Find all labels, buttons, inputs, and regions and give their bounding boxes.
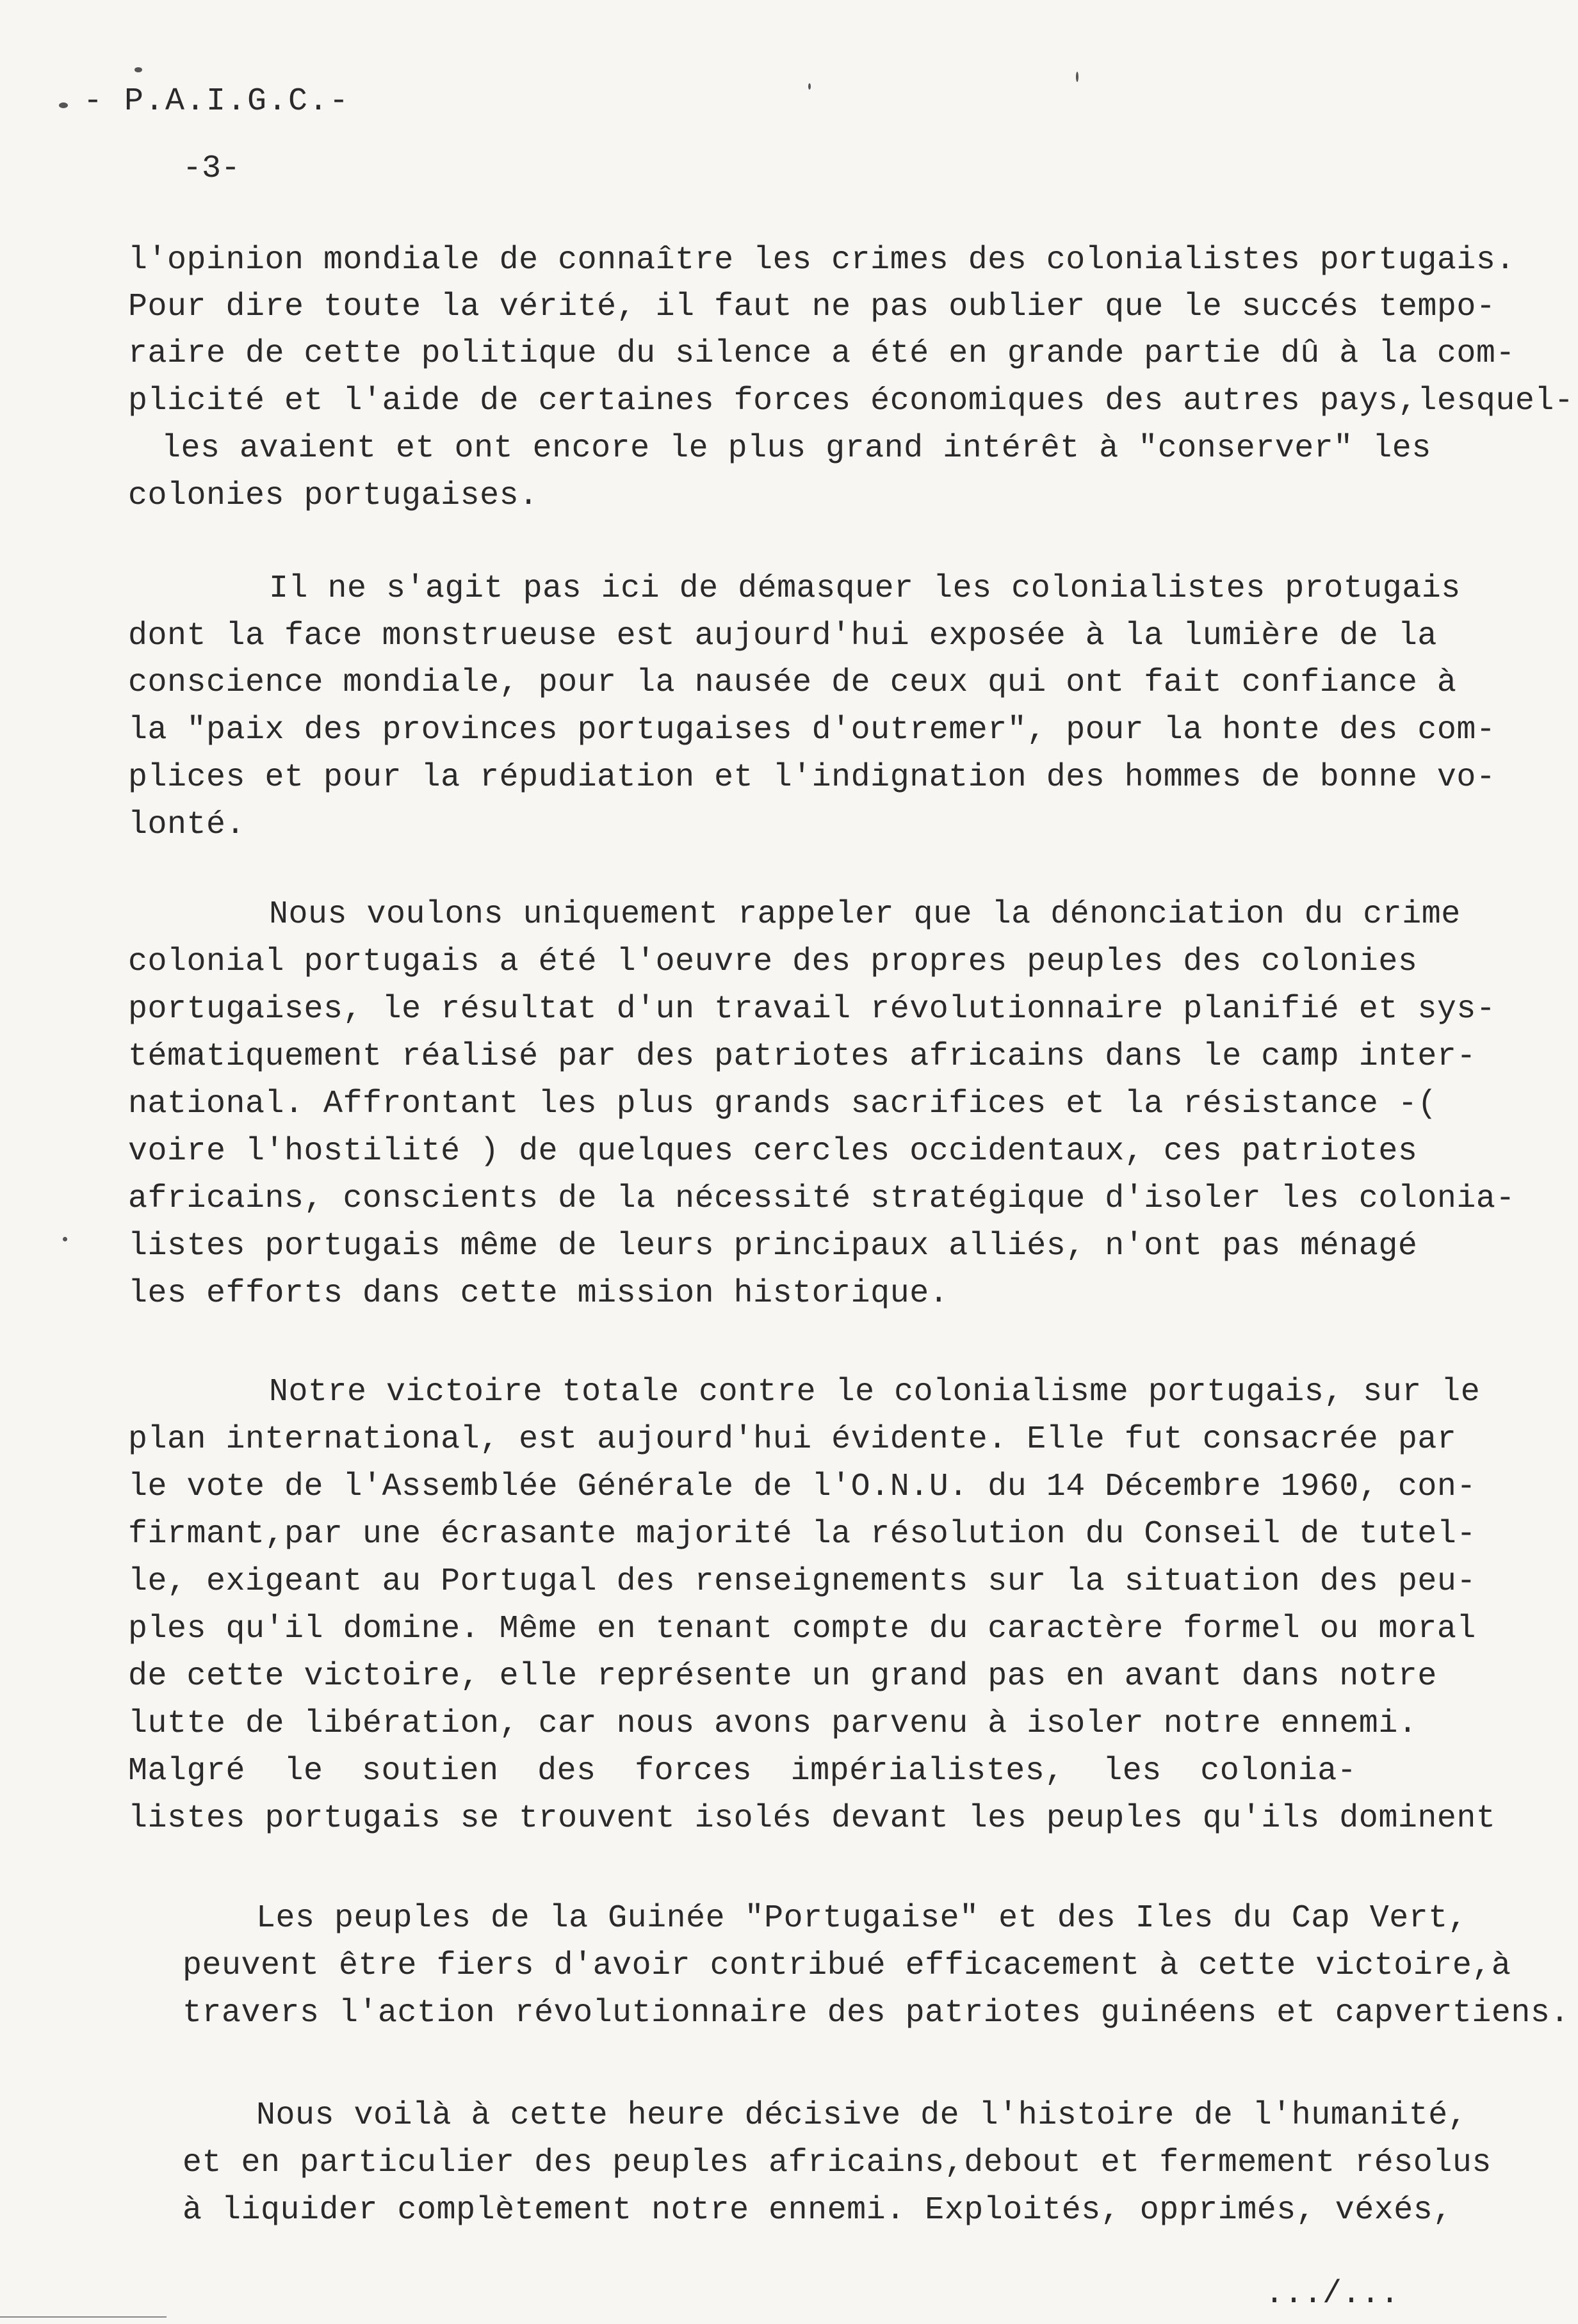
text-line: tématiquement réalisé par des patriotes africains dans le camp inter- xyxy=(128,1038,1476,1075)
text-line: Nous voilà à cette heure décisive de l'histoire de l'humanité, xyxy=(256,2097,1468,2134)
text-line: Pour dire toute la vérité, il faut ne pas oublier que le succés tempo- xyxy=(128,289,1496,325)
text-line: les avaient et ont encore le plus grand intérêt à "conserver" les xyxy=(161,430,1431,467)
text-line: dont la face monstrueuse est aujourd'hui exposée à la lumière de la xyxy=(128,618,1437,654)
text-line: Les peuples de la Guinée "Portugaise" et des Iles du Cap Vert, xyxy=(256,1900,1468,1937)
scan-speck xyxy=(59,102,68,108)
text-line: le, exigeant au Portugal des renseignements sur la situation des peu- xyxy=(128,1563,1476,1600)
text-line: colonial portugais a été l'oeuvre des propres peuples des colonies xyxy=(128,944,1418,980)
page-number: -3- xyxy=(183,150,241,187)
text-line: Notre victoire totale contre le colonialisme portugais, sur le xyxy=(269,1374,1481,1410)
text-line: listes portugais se trouvent isolés devant les peuples qu'ils dominent xyxy=(128,1800,1496,1837)
text-line: plan international, est aujourd'hui évidente. Elle fut consacrée par xyxy=(128,1421,1457,1458)
text-line: l'opinion mondiale de connaître les crimes des colonialistes portugais. xyxy=(128,242,1515,278)
text-line: raire de cette politique du silence a été en grande partie dû à la com- xyxy=(128,335,1515,372)
text-line: firmant,par une écrasante majorité la résolution du Conseil de tutel- xyxy=(128,1516,1476,1553)
scan-speck xyxy=(1076,72,1078,82)
scan-speck xyxy=(808,83,811,90)
text-line: Il ne s'agit pas ici de démasquer les colonialistes protugais xyxy=(269,570,1461,607)
text-line: Malgré le soutien des forces impérialistes, les colonia- xyxy=(128,1753,1357,1789)
scan-speck xyxy=(134,67,142,72)
text-line: et en particulier des peuples africains,debout et fermement résolus xyxy=(183,2145,1492,2181)
text-line: la "paix des provinces portugaises d'outremer", pour la honte des com- xyxy=(128,712,1496,748)
text-line: colonies portugaises. xyxy=(128,478,539,514)
page-continuation-mark: .../... xyxy=(1265,2276,1400,2312)
text-line: les efforts dans cette mission historique. xyxy=(128,1275,949,1312)
text-line: Nous voulons uniquement rappeler que la dénonciation du crime xyxy=(269,896,1461,933)
scan-speck xyxy=(63,1237,67,1241)
text-line: de cette victoire, elle représente un grand pas en avant dans notre xyxy=(128,1658,1437,1695)
organization-header: - P.A.I.G.C.- xyxy=(83,83,350,120)
text-line: lutte de libération, car nous avons parvenu à isoler notre ennemi. xyxy=(128,1706,1418,1742)
text-line: national. Affrontant les plus grands sacrifices et la résistance -( xyxy=(128,1086,1437,1122)
text-line: portugaises, le résultat d'un travail révolutionnaire planifié et sys- xyxy=(128,991,1496,1028)
text-line: plices et pour la répudiation et l'indignation des hommes de bonne vo- xyxy=(128,759,1496,796)
text-line: conscience mondiale, pour la nausée de ceux qui ont fait confiance à xyxy=(128,665,1457,701)
text-line: africains, conscients de la nécessité stratégique d'isoler les colonia- xyxy=(128,1181,1515,1217)
scan-edge-line xyxy=(0,2316,167,2318)
text-line: listes portugais même de leurs principaux alliés, n'ont pas ménagé xyxy=(128,1228,1418,1264)
text-line: peuvent être fiers d'avoir contribué efficacement à cette victoire,à xyxy=(183,1948,1511,1984)
text-line: à liquider complètement notre ennemi. Exploités, opprimés, véxés, xyxy=(183,2192,1452,2229)
text-line: ples qu'il domine. Même en tenant compte du caractère formel ou moral xyxy=(128,1611,1476,1647)
text-line: le vote de l'Assemblée Générale de l'O.N.U. du 14 Décembre 1960, con- xyxy=(128,1469,1476,1505)
text-line: plicité et l'aide de certaines forces économiques des autres pays,lesquel- xyxy=(128,383,1574,419)
text-line: voire l'hostilité ) de quelques cercles occidentaux, ces patriotes xyxy=(128,1133,1418,1170)
text-line: lonté. xyxy=(128,807,246,843)
text-line: travers l'action révolutionnaire des patriotes guinéens et capvertiens. xyxy=(183,1995,1570,2031)
